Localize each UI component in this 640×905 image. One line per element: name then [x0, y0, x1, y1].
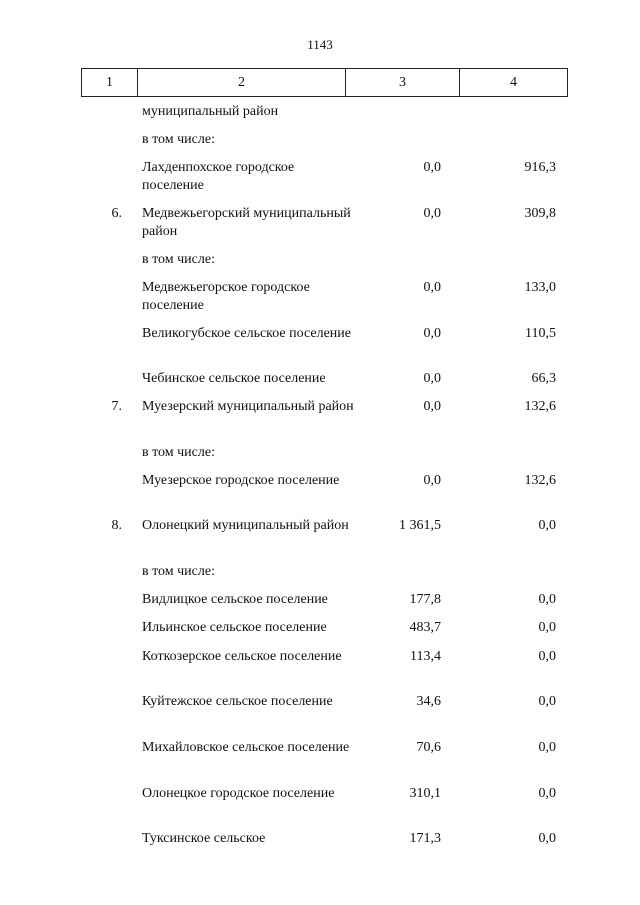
row-name: Муезерский муниципальный район	[142, 399, 354, 414]
row-value-col4: 110,5	[525, 326, 556, 341]
row-name: Медвежьегорский муниципальный район	[142, 206, 351, 239]
row-value-col3: 310,1	[409, 786, 441, 801]
row-value-col3: 0,0	[423, 473, 441, 488]
row-name: в том числе:	[142, 564, 215, 579]
row-name: Олонецкий муниципальный район	[142, 518, 349, 533]
row-value-col4: 133,0	[524, 280, 556, 295]
row-value-col4: 0,0	[538, 649, 556, 664]
row-value-col3: 171,3	[409, 831, 441, 846]
row-value-col4: 916,3	[524, 160, 556, 175]
row-value-col3: 0,0	[423, 326, 441, 341]
row-value-col3: 0,0	[423, 371, 441, 386]
row-name: Михайловское сельское поселение	[142, 740, 350, 755]
row-name: Олонецкое городское поселение	[142, 786, 335, 801]
row-value-col3: 113,4	[410, 649, 441, 664]
row-number: 6.	[111, 206, 122, 221]
row-name: Ильинское сельское поселение	[142, 620, 327, 635]
row-value-col3: 177,8	[409, 592, 441, 607]
row-name: Туксинское сельское	[142, 831, 266, 846]
row-name: в том числе:	[142, 132, 215, 147]
row-value-col4: 309,8	[524, 206, 556, 221]
table-header	[81, 68, 568, 97]
row-value-col3: 1 361,5	[399, 518, 441, 533]
row-value-col3: 34,6	[416, 694, 441, 709]
row-value-col4: 0,0	[538, 831, 556, 846]
row-value-col3: 0,0	[423, 160, 441, 175]
row-name: Чебинское сельское поселение	[142, 371, 326, 386]
row-name: Медвежьегорское городское поселение	[142, 280, 310, 313]
row-value-col4: 0,0	[538, 740, 556, 755]
row-name: Великогубское сельское поселение	[142, 326, 351, 341]
row-value-col4: 66,3	[531, 371, 556, 386]
row-name: Коткозерское сельское поселение	[142, 649, 342, 664]
row-name: Лахденпохское городское поселение	[142, 160, 295, 193]
row-name: Видлицкое сельское поселение	[142, 592, 328, 607]
header-col-2: 2	[138, 69, 346, 96]
row-name: Куйтежское сельское поселение	[142, 694, 333, 709]
row-name: в том числе:	[142, 252, 215, 267]
row-name: Муезерское городское поселение	[142, 473, 340, 488]
page-number: 1143	[307, 37, 333, 52]
row-value-col3: 0,0	[423, 206, 441, 221]
row-value-col3: 0,0	[423, 280, 441, 295]
row-number: 7.	[111, 399, 122, 414]
row-value-col4: 0,0	[538, 518, 556, 533]
row-value-col3: 0,0	[423, 399, 441, 414]
row-name: в том числе:	[142, 445, 215, 460]
row-value-col4: 0,0	[538, 592, 556, 607]
row-value-col4: 132,6	[524, 473, 556, 488]
header-col-1: 1	[82, 69, 138, 96]
row-value-col3: 483,7	[409, 620, 441, 635]
row-value-col4: 0,0	[538, 694, 556, 709]
row-number: 8.	[111, 518, 122, 533]
row-value-col4: 132,6	[524, 399, 556, 414]
row-value-col3: 70,6	[416, 740, 441, 755]
header-col-4: 4	[510, 74, 517, 90]
row-name: муниципальный район	[142, 104, 279, 119]
row-value-col4: 0,0	[538, 786, 556, 801]
header-col-3: 3	[346, 69, 460, 96]
row-value-col4: 0,0	[538, 620, 556, 635]
